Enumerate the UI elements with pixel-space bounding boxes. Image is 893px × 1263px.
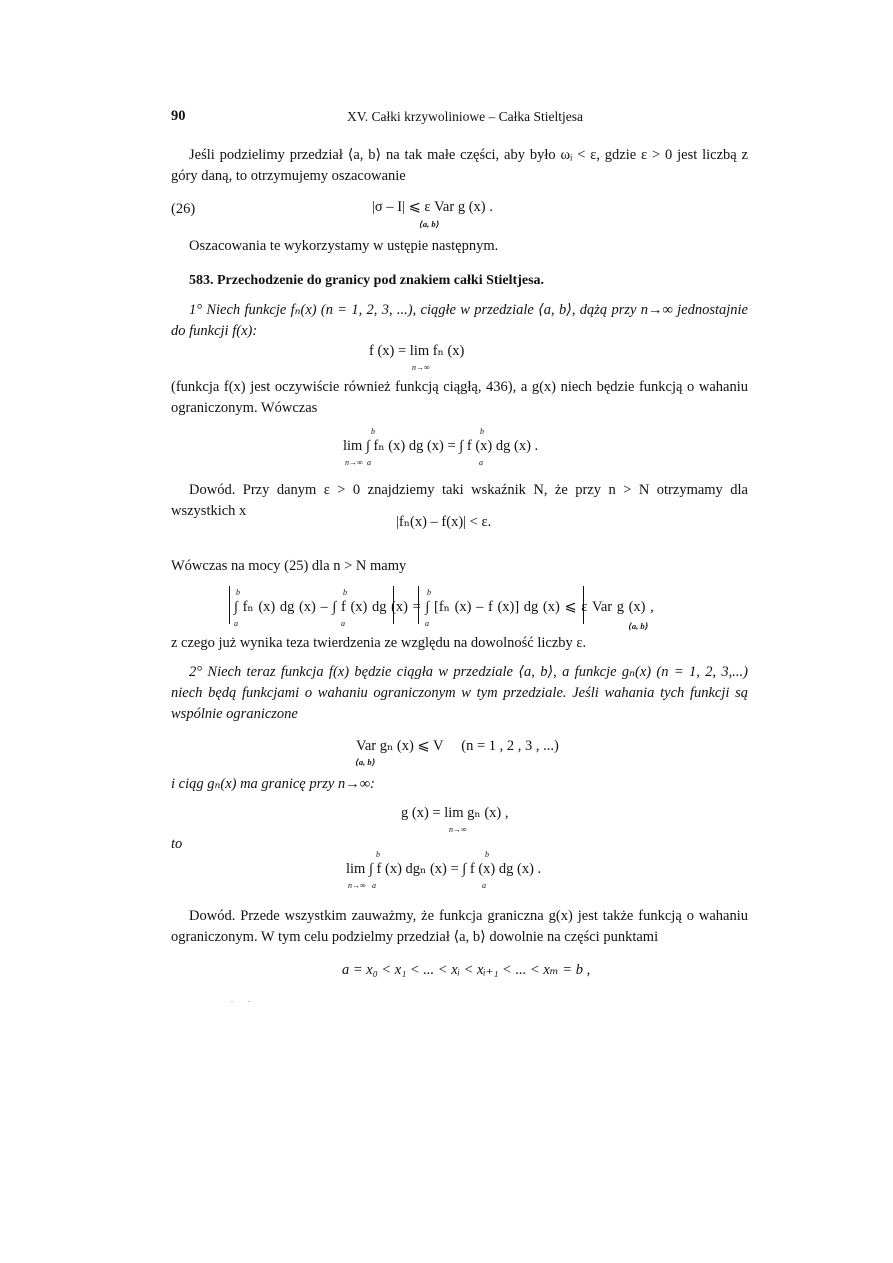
theorem-1-limit-equation: f (x) = lim fₙ (x) bbox=[369, 343, 465, 359]
theorem-1-lower-limit-1: a bbox=[367, 458, 371, 467]
equation-26-subscript: ⟨a, b⟩ bbox=[419, 219, 440, 229]
section-heading: 583. Przechodzenie do granicy pod znakiem całki Stieltjesa. bbox=[189, 273, 545, 288]
proof-1-inequality: |fₙ(x) – f(x)| < ε. bbox=[396, 514, 492, 530]
page-number: 90 bbox=[171, 108, 186, 124]
intro-closing: Oszacowania te wykorzystamy w ustępie następnym. bbox=[189, 238, 499, 254]
proof-2-partition: a = x₀ < x₁ < ... < xᵢ < xᵢ₊₁ < ... < xₘ = b , bbox=[342, 962, 591, 978]
theorem-2-variation-subscript: ⟨a, b⟩ bbox=[355, 757, 376, 767]
theorem-2-upper-limit-1: b bbox=[376, 850, 380, 859]
theorem-2-lower-limit-1: a bbox=[372, 881, 376, 890]
abs-bar-left-1 bbox=[229, 586, 230, 624]
theorem-2-lim-subscript: n→∞ bbox=[348, 881, 366, 890]
theorem-1-lim-subscript: n→∞ bbox=[345, 458, 363, 467]
theorem-2-g-limit: g (x) = lim gₙ (x) , bbox=[401, 805, 509, 821]
intro-paragraph: Jeśli podzielimy przedział ⟨a, b⟩ na tak małe części, aby było ωᵢ < ε, gdzie ε > 0 jest liczbą z góry daną, to otrzymujemy oszacowanie bbox=[171, 147, 748, 184]
theorem-2-sequence-text: i ciąg gₙ(x) ma granicę przy n→∞: bbox=[171, 776, 375, 792]
proof-1-paragraph: Dowód. Przy danym ε > 0 znajdziemy taki wskaźnik N, że przy n > N otrzymamy dla wszystkich x bbox=[171, 482, 748, 519]
theorem-2-lower-limit-2: a bbox=[482, 881, 486, 890]
theorem-2-main-equation: lim ∫ f (x) dgₙ (x) = ∫ f (x) dg (x) . bbox=[346, 861, 542, 877]
proof-1-upper-limit-2: b bbox=[343, 588, 347, 597]
proof-1-big-equation: ∫ fₙ (x) dg (x) – ∫ f (x) dg (x) = ∫ [fₙ (x) – f (x)] dg (x) ⩽ ε Var g (x) , bbox=[234, 599, 654, 615]
scan-speck bbox=[231, 1001, 233, 1002]
proof-1-upper-limit-3: b bbox=[427, 588, 431, 597]
theorem-1-upper-limit-2: b bbox=[480, 427, 484, 436]
proof-1-upper-limit-1: b bbox=[236, 588, 240, 597]
proof-1-var-subscript: ⟨a, b⟩ bbox=[628, 621, 649, 631]
theorem-1-limit-subscript: n→∞ bbox=[412, 363, 430, 372]
scan-speck bbox=[248, 1001, 250, 1002]
equation-26: |σ – I| ⩽ ε Var g (x) . bbox=[372, 199, 493, 215]
proof-1-conclusion: z czego już wynika teza twierdzenia ze względu na dowolność liczby ε. bbox=[171, 635, 587, 651]
theorem-2-variation-bound: Var gₙ (x) ⩽ V (n = 1 , 2 , 3 , ...) bbox=[356, 738, 559, 754]
theorem-1-main-equation: lim ∫ fₙ (x) dg (x) = ∫ f (x) dg (x) . bbox=[343, 438, 539, 454]
theorem-2-upper-limit-2: b bbox=[485, 850, 489, 859]
proof-1-then: Wówczas na mocy (25) dla n > N mamy bbox=[171, 558, 407, 574]
theorem-2-to: to bbox=[171, 836, 183, 852]
theorem-1-lower-limit-2: a bbox=[479, 458, 483, 467]
theorem-1-statement: 1° Niech funkcje fₙ(x) (n = 1, 2, 3, ...), ciągłe w przedziale ⟨a, b⟩, dążą przy n→∞ jednostajnie do funkcji f(x): bbox=[171, 302, 748, 339]
theorem-2-statement: 2° Niech teraz funkcja f(x) będzie ciągła w przedziale ⟨a, b⟩, a funkcje gₙ(x) (n = 1, 2, 3,...) niech będą funkcjami o wahaniu ograniczonym w tym przedziale. Jeśli wahania tych funkcji są wspólnie ograniczone bbox=[171, 664, 748, 722]
proof-1-lower-limit-3: a bbox=[425, 619, 429, 628]
theorem-1-upper-limit-1: b bbox=[371, 427, 375, 436]
theorem-1-continuation: (funkcja f(x) jest oczywiście również funkcją ciągłą, 436), a g(x) niech będzie funkcją o wahaniu ograniczonym. Wówczas bbox=[171, 379, 748, 416]
proof-2-paragraph: Dowód. Przede wszystkim zauważmy, że funkcja graniczna g(x) jest także funkcją o wahaniu ograniczonym. W tym celu podzielmy przedział ⟨a, b⟩ dowolnie na części punktami bbox=[171, 908, 748, 945]
proof-1-lower-limit-2: a bbox=[341, 619, 345, 628]
proof-1-lower-limit-1: a bbox=[234, 619, 238, 628]
equation-26-label: (26) bbox=[171, 201, 196, 217]
theorem-2-g-limit-subscript: n→∞ bbox=[449, 825, 467, 834]
running-title: XV. Całki krzywoliniowe – Całka Stieltjesa bbox=[347, 109, 583, 124]
